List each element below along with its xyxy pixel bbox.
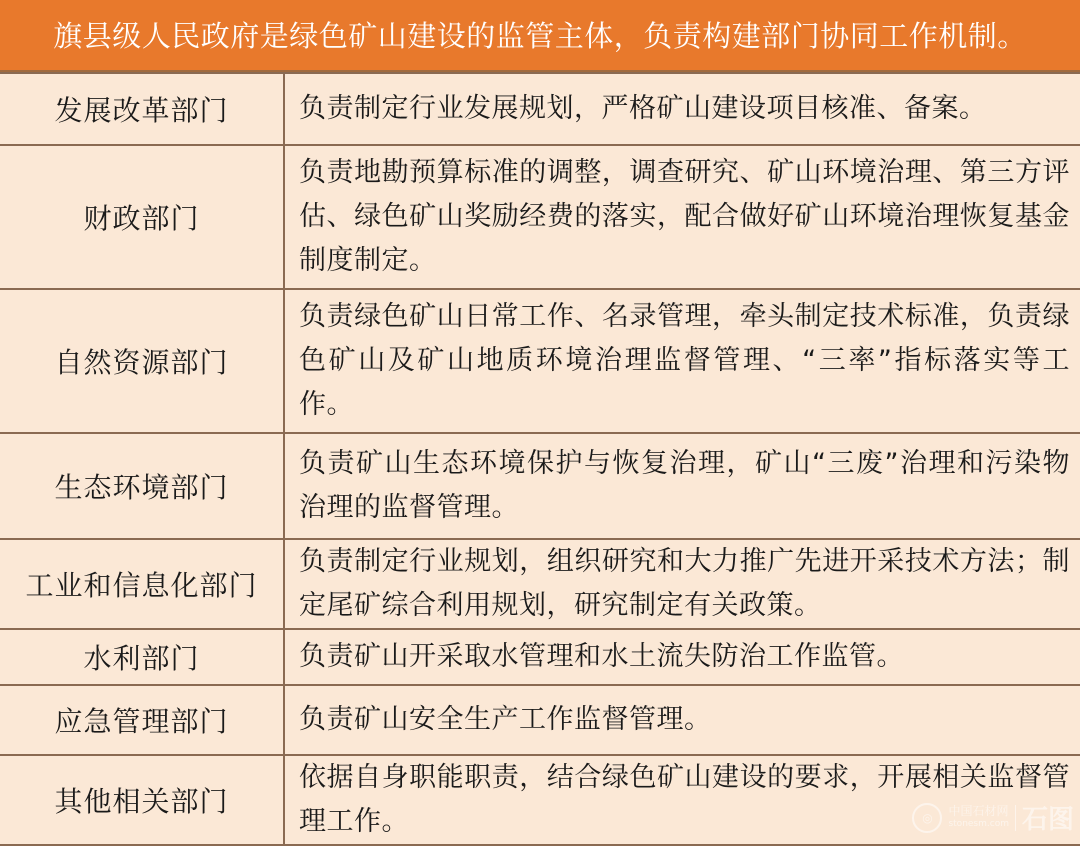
department-duties-table	[0, 72, 1080, 846]
department-duty: 负责制定行业发展规划，严格矿山建设项目核准、备案。	[284, 73, 1080, 145]
department-name: 其他相关部门	[0, 755, 284, 845]
department-duty: 负责绿色矿山日常工作、名录管理，牵头制定技术标准，负责绿色矿山及矿山地质环境治理监督管理、“三率”指标落实等工作。	[284, 289, 1080, 433]
department-duty: 依据自身职能职责，结合绿色矿山建设的要求，开展相关监督管理工作。	[284, 755, 1080, 845]
table-row	[0, 73, 1080, 145]
department-name: 应急管理部门	[0, 685, 284, 755]
department-duty: 负责矿山安全生产工作监督管理。	[284, 685, 1080, 755]
table-row	[0, 539, 1080, 629]
watermark-text	[948, 805, 1009, 831]
department-name: 工业和信息化部门	[0, 539, 284, 629]
table-row	[0, 433, 1080, 539]
stone-logo-icon: ◎	[912, 803, 942, 833]
department-duty: 负责制定行业规划，组织研究和大力推广先进开采技术方法；制定尾矿综合利用规划，研究制定有关政策。	[284, 539, 1080, 629]
table-title-banner	[0, 0, 1080, 72]
watermark-name: 中国石材网	[948, 803, 1009, 818]
department-duty: 负责矿山开采取水管理和水土流失防治工作监管。	[284, 629, 1080, 685]
watermark-badge: 石图	[1021, 805, 1074, 835]
watermark	[912, 799, 1074, 836]
table-row	[0, 629, 1080, 685]
department-duty: 负责矿山生态环境保护与恢复治理，矿山“三废”治理和污染物治理的监督管理。	[284, 433, 1080, 539]
department-duty: 负责地勘预算标准的调整，调查研究、矿山环境治理、第三方评估、绿色矿山奖励经费的落实，配合做好矿山环境治理恢复基金制度制定。	[284, 145, 1080, 289]
department-name: 自然资源部门	[0, 289, 284, 433]
department-name: 生态环境部门	[0, 433, 284, 539]
table-row	[0, 685, 1080, 755]
table-title: 旗县级人民政府是绿色矿山建设的监管主体，负责构建部门协同工作机制。	[53, 19, 1027, 53]
watermark-url: stonesm.com	[948, 818, 1009, 829]
table-row	[0, 289, 1080, 433]
department-name: 水利部门	[0, 629, 284, 685]
department-name: 财政部门	[0, 145, 284, 289]
table-row	[0, 145, 1080, 289]
department-name: 发展改革部门	[0, 73, 284, 145]
watermark-divider	[1015, 805, 1016, 831]
